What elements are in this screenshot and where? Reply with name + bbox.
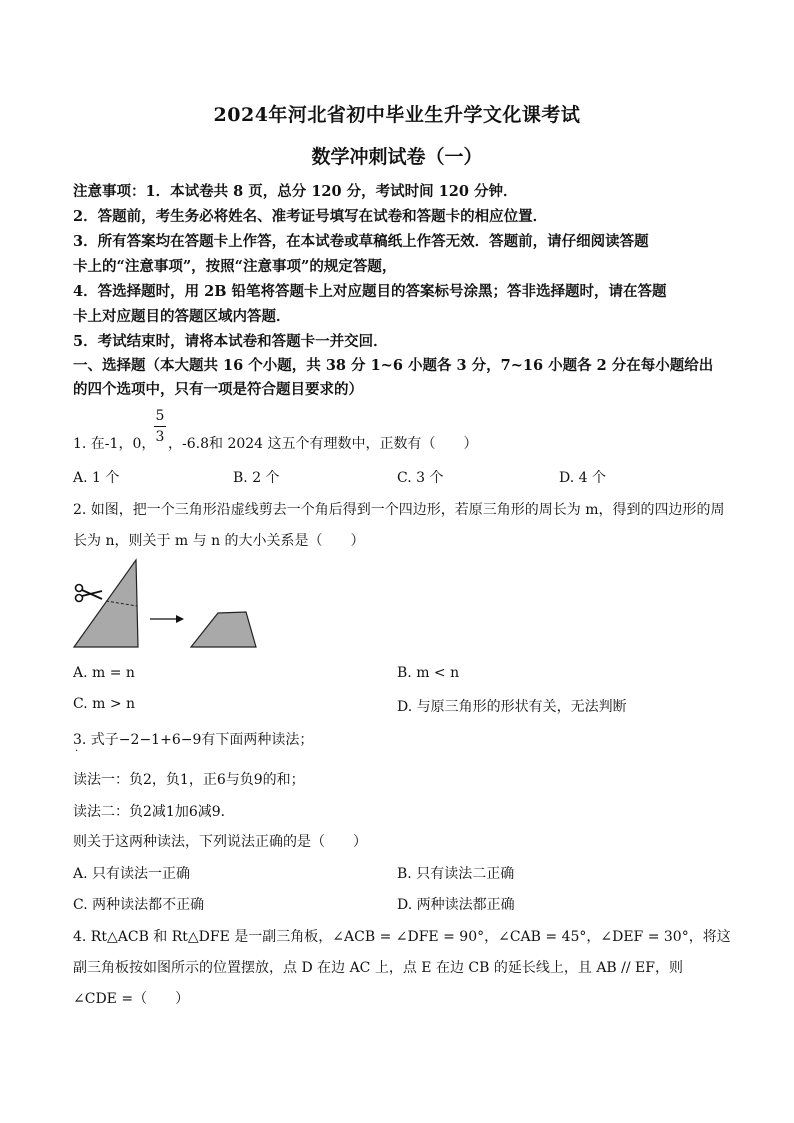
q1-option-d: D. 4 个 <box>559 470 606 486</box>
q2-option-a: A. m = n <box>73 665 135 681</box>
q3-reading-1: 读法一：负2，负1，正6与负9的和； <box>73 772 305 788</box>
q1-fraction <box>154 407 166 446</box>
q4-text-line-3: ∠CDE =（ ） <box>73 991 190 1007</box>
right-arrow-icon <box>150 615 184 623</box>
q2-option-b: B. m < n <box>397 665 460 681</box>
q3-option-c: C. 两种读法都不正确 <box>73 897 205 913</box>
q1-option-b: B. 2 个 <box>233 470 280 486</box>
q3-option-a: A. 只有读法一正确 <box>73 866 191 882</box>
q2-option-d: D. 与原三角形的形状有关，无法判断 <box>397 699 627 715</box>
section-1-heading-line-1: 一、选择题（本大题共 16 个小题，共 38 分 1~6 小题各 3 分，7~16 小题各 2 分在每小题给出 <box>73 357 714 374</box>
q2-text-line-1: 2. 如图，把一个三角形沿虚线剪去一个角后得到一个四边形，若原三角形的周长为 m，得到的四边形的周 <box>73 502 725 518</box>
q4-text-line-1: 4. Rt△ACB 和 Rt△DFE 是一副三角板，∠ACB = ∠DFE = 90°，∠CAB = 45°，∠DEF = 30°，将这 <box>73 929 731 945</box>
note-4-line-2: 卡上对应题目的答题区域内答题． <box>73 308 291 325</box>
q2-option-c: C. m > n <box>73 696 136 712</box>
q2-text-line-2: 长为 n，则关于 m 与 n 的大小关系是（ ） <box>73 533 365 549</box>
note-1: 注意事项：1．本试卷共 8 页，总分 120 分，考试时间 120 分钟． <box>73 183 518 200</box>
q3-text: 3. 式子−2−1+6−9有下面两种读法； <box>73 732 314 748</box>
resulting-quadrilateral <box>191 612 256 647</box>
original-triangle <box>74 560 138 647</box>
q2-cut-triangle-figure <box>70 558 300 658</box>
q1-fraction-denominator: 3 <box>155 429 165 445</box>
exam-title: 2024年河北省初中毕业生升学文化课考试 <box>213 104 581 126</box>
note-3-line-2: 卡上的“注意事项”，按照“注意事项”的规定答题， <box>73 258 397 275</box>
section-1-heading-line-2: 的四个选项中，只有一项是符合题目要求的） <box>73 381 363 398</box>
q4-text-line-2: 副三角板按如图所示的位置摆放，点 D 在边 AC 上，点 E 在边 CB 的延长线上，且 AB // EF，则 <box>73 960 683 976</box>
scissors-icon <box>76 585 103 602</box>
q1-option-c: C. 3 个 <box>397 470 444 486</box>
note-3-line-1: 3．所有答案均在答题卡上作答，在本试卷或草稿纸上作答无效．答题前，请仔细阅读答题 <box>73 233 649 250</box>
fraction-bar <box>154 426 166 427</box>
q3-option-b: B. 只有读法二正确 <box>397 866 515 882</box>
exam-subtitle: 数学冲刺试卷（一） <box>311 146 483 168</box>
note-4-line-1: 4．答选择题时，用 2B 铅笔将答题卡上对应题目的答案标号涂黑；答非选择题时，请在答题 <box>73 283 667 300</box>
q1-suffix: ，-6.8和 2024 这五个有理数中，正数有（ ） <box>168 436 478 452</box>
q3-reading-2: 读法二：负2减1加6减9． <box>73 804 235 820</box>
q1-fraction-numerator: 5 <box>155 408 165 424</box>
note-2: 2．答题前，考生务必将姓名、准考证号填写在试卷和答题卡的相应位置． <box>73 208 548 225</box>
note-5: 5．考试结束时，请将本试卷和答题卡一并交回． <box>73 333 388 350</box>
q3-option-d: D. 两种读法都正确 <box>397 897 515 913</box>
q1-option-a: A. 1 个 <box>73 470 120 486</box>
q3-question: 则关于这两种读法，下列说法正确的是（ ） <box>73 834 367 850</box>
q1-prefix: 1. 在-1，0， <box>73 436 156 452</box>
stray-dot: · <box>75 746 79 757</box>
